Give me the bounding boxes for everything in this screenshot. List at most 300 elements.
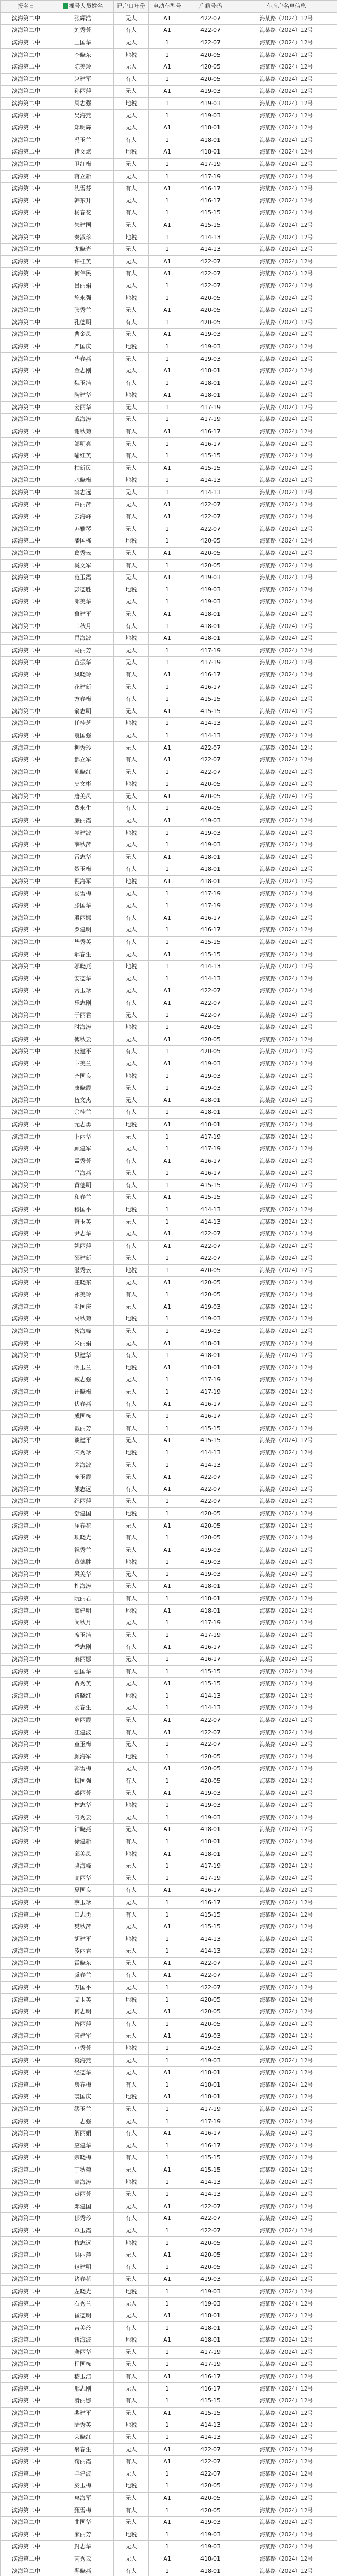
cell-code: 419-03 (186, 1556, 235, 1569)
cell-year: 无人 (114, 171, 149, 183)
cell-ref: 海某路（2024）12号 (235, 1192, 337, 1204)
cell-school: 滨海第二中 (1, 2115, 52, 2128)
cell-ref: 海某路（2024）12号 (235, 2468, 337, 2480)
cell-name: 柏新民 (52, 462, 114, 474)
cell-year: 有人 (114, 450, 149, 462)
cell-year: 有人 (114, 669, 149, 681)
cell-model: 1 (149, 1410, 186, 1422)
cell-code: 418-01 (186, 2066, 235, 2079)
cell-model: 1 (149, 243, 186, 256)
cell-name: 邹明亮 (52, 438, 114, 450)
cell-model: A1 (149, 742, 186, 754)
cell-code: 422-07 (186, 2468, 235, 2480)
table-row (1, 1507, 337, 1520)
cell-code: 419-03 (186, 2042, 235, 2055)
cell-model: A1 (149, 256, 186, 268)
cell-school: 滨海第二中 (1, 2261, 52, 2274)
cell-ref: 海某路（2024）12号 (235, 1592, 337, 1605)
cell-name: 吉美玲 (52, 2322, 114, 2334)
cell-school: 滨海第二中 (1, 2529, 52, 2541)
cell-code: 416-17 (186, 182, 235, 195)
cell-school: 滨海第二中 (1, 365, 52, 377)
cell-model: A1 (149, 1885, 186, 1897)
table-row (1, 560, 337, 572)
cell-school: 滨海第二中 (1, 1471, 52, 1483)
cell-code: 422-07 (186, 1970, 235, 1982)
cell-name: 常玉珍 (52, 985, 114, 997)
cell-year: 地税 (114, 2285, 149, 2298)
cell-year: 无人 (114, 2407, 149, 2419)
cell-year: 无人 (114, 401, 149, 414)
cell-year: 无人 (114, 1581, 149, 1593)
cell-code: 422-07 (186, 997, 235, 1009)
table-row (1, 280, 337, 292)
cell-ref: 海某路（2024）12号 (235, 1751, 337, 1763)
cell-school: 滨海第二中 (1, 1179, 52, 1192)
cell-school: 滨海第二中 (1, 292, 52, 304)
cell-name: 皮建平 (52, 1046, 114, 1058)
cell-year: 地税 (114, 2480, 149, 2493)
cell-model: 1 (149, 1131, 186, 1143)
cell-name: 和春兰 (52, 1192, 114, 1204)
cell-code: 415-15 (186, 693, 235, 705)
cell-year: 无人 (114, 547, 149, 560)
cell-year: 地税 (114, 1021, 149, 1033)
table-row (1, 1629, 337, 1641)
cell-school: 滨海第二中 (1, 2018, 52, 2030)
cell-code: 422-07 (186, 1726, 235, 1739)
table-row (1, 2115, 337, 2128)
cell-model: 1 (149, 2042, 186, 2055)
cell-school: 滨海第二中 (1, 231, 52, 244)
cell-ref: 海某路（2024）12号 (235, 110, 337, 122)
cell-model: 1 (149, 1629, 186, 1641)
cell-school: 滨海第二中 (1, 1653, 52, 1666)
cell-ref: 海某路（2024）12号 (235, 547, 337, 560)
cell-model: A1 (149, 2553, 186, 2565)
cell-school: 滨海第二中 (1, 1228, 52, 1240)
table-row (1, 2455, 337, 2468)
table-row (1, 486, 337, 499)
cell-name: 范玉霞 (52, 571, 114, 584)
cell-model: 1 (149, 2419, 186, 2432)
cell-ref: 海某路（2024）12号 (235, 1520, 337, 1532)
cell-ref: 海某路（2024）12号 (235, 2322, 337, 2334)
cell-school: 滨海第二中 (1, 1192, 52, 1204)
table-row (1, 1216, 337, 1228)
cell-model: 1 (149, 1496, 186, 1508)
cell-school: 滨海第二中 (1, 1349, 52, 1362)
cell-school: 滨海第二中 (1, 2127, 52, 2140)
cell-name: 邢志刚 (52, 2383, 114, 2395)
cell-code: 422-07 (186, 1496, 235, 1508)
cell-year: 无人 (114, 2200, 149, 2213)
table-row (1, 2504, 337, 2517)
cell-code: 420-05 (186, 2249, 235, 2261)
table-row (1, 657, 337, 669)
cell-year: 无人 (114, 1337, 149, 1350)
cell-ref: 海某路（2024）12号 (235, 25, 337, 37)
cell-code: 422-07 (186, 37, 235, 49)
cell-year: 有人 (114, 2213, 149, 2225)
cell-name: 朱建国 (52, 219, 114, 231)
table-row (1, 839, 337, 851)
cell-year: 地税 (114, 389, 149, 402)
cell-year: 有人 (114, 25, 149, 37)
cell-code: 415-15 (186, 2407, 235, 2419)
cell-code: 422-07 (186, 1009, 235, 1022)
cell-year: 无人 (114, 243, 149, 256)
cell-model: 1 (149, 2237, 186, 2249)
cell-school: 滨海第二中 (1, 608, 52, 620)
cell-school: 滨海第二中 (1, 73, 52, 86)
table-row (1, 584, 337, 596)
cell-ref: 海某路（2024）12号 (235, 462, 337, 474)
cell-ref: 海某路（2024）12号 (235, 426, 337, 438)
cell-model: A1 (149, 1094, 186, 1107)
cell-code: 414-13 (186, 2176, 235, 2189)
cell-code: 420-05 (186, 790, 235, 803)
cell-name: 邬晓燕 (52, 960, 114, 973)
cell-code: 414-13 (186, 2431, 235, 2444)
cell-code: 420-05 (186, 1532, 235, 1544)
table-row (1, 438, 337, 450)
cell-school: 滨海第二中 (1, 1131, 52, 1143)
cell-year: 无人 (114, 766, 149, 778)
cell-code: 418-01 (186, 1581, 235, 1593)
cell-ref: 海某路（2024）12号 (235, 1544, 337, 1556)
cell-code: 416-17 (186, 195, 235, 207)
table-row (1, 620, 337, 633)
cell-school: 滨海第二中 (1, 523, 52, 535)
cell-year: 无人 (114, 256, 149, 268)
cell-name: 纪丽萍 (52, 1496, 114, 1508)
table-row (1, 146, 337, 159)
cell-year: 有人 (114, 1909, 149, 1921)
cell-model: 1 (149, 1751, 186, 1763)
cell-model: 1 (149, 2285, 186, 2298)
cell-name: 严国庆 (52, 341, 114, 353)
cell-model: 1 (149, 1909, 186, 1921)
cell-name: 韩东升 (52, 195, 114, 207)
cell-ref: 海某路（2024）12号 (235, 2516, 337, 2529)
table-row (1, 329, 337, 341)
cell-code: 415-15 (186, 705, 235, 718)
table-row (1, 790, 337, 803)
cell-school: 滨海第二中 (1, 839, 52, 851)
cell-year: 地税 (114, 2419, 149, 2432)
cell-name: 洪丽萍 (52, 2249, 114, 2261)
table-row (1, 1228, 337, 1240)
cell-model: A1 (149, 61, 186, 73)
cell-code: 416-17 (186, 1410, 235, 1422)
cell-model: 1 (149, 1167, 186, 1180)
cell-ref: 海某路（2024）12号 (235, 1179, 337, 1192)
cell-ref: 海某路（2024）12号 (235, 1726, 337, 1739)
cell-code: 418-01 (186, 134, 235, 146)
cell-year: 无人 (114, 1228, 149, 1240)
cell-ref: 海某路（2024）12号 (235, 1131, 337, 1143)
cell-ref: 海某路（2024）12号 (235, 414, 337, 426)
cell-model: 1 (149, 2383, 186, 2395)
cell-year: 无人 (114, 1143, 149, 1155)
cell-ref: 海某路（2024）12号 (235, 778, 337, 791)
cell-year: 有人 (114, 754, 149, 766)
cell-ref: 海某路（2024）12号 (235, 122, 337, 134)
cell-name: 於玉梅 (52, 2480, 114, 2493)
cell-model: A1 (149, 1155, 186, 1167)
cell-code: 418-01 (186, 389, 235, 402)
cell-model: 1 (149, 1860, 186, 1872)
cell-year: 无人 (114, 2298, 149, 2310)
table-row (1, 304, 337, 316)
cell-code: 422-07 (186, 25, 235, 37)
cell-code: 417-19 (186, 2359, 235, 2371)
cell-ref: 海某路（2024）12号 (235, 1082, 337, 1094)
cell-school: 滨海第二中 (1, 2492, 52, 2504)
cell-school: 滨海第二中 (1, 329, 52, 341)
cell-ref: 海某路（2024）12号 (235, 2225, 337, 2237)
cell-name: 蒋立新 (52, 171, 114, 183)
cell-model: 1 (149, 110, 186, 122)
cell-year: 有人 (114, 1289, 149, 1301)
cell-year: 无人 (114, 61, 149, 73)
table-row (1, 705, 337, 718)
cell-ref: 海某路（2024）12号 (235, 1289, 337, 1301)
cell-code: 415-15 (186, 1435, 235, 1447)
cell-model: A1 (149, 2274, 186, 2286)
cell-model: 1 (149, 1143, 186, 1155)
cell-school: 滨海第二中 (1, 1775, 52, 1787)
cell-name: 黄德明 (52, 1179, 114, 1192)
cell-name: 缪玉兰 (52, 2103, 114, 2115)
cell-ref: 海某路（2024）12号 (235, 742, 337, 754)
cell-year: 无人 (114, 1981, 149, 1994)
cell-ref: 海某路（2024）12号 (235, 280, 337, 292)
table-row (1, 1143, 337, 1155)
cell-code: 422-07 (186, 2444, 235, 2456)
table-row (1, 693, 337, 705)
cell-school: 滨海第二中 (1, 1289, 52, 1301)
table-row (1, 2565, 337, 2576)
cell-year: 地税 (114, 1264, 149, 1277)
cell-ref: 海某路（2024）12号 (235, 1885, 337, 1897)
cell-year: 无人 (114, 329, 149, 341)
cell-ref: 海某路（2024）12号 (235, 2103, 337, 2115)
cell-ref: 海某路（2024）12号 (235, 1775, 337, 1787)
cell-school: 滨海第二中 (1, 2176, 52, 2189)
cell-model: 1 (149, 2140, 186, 2152)
table-row (1, 718, 337, 730)
cell-model: 1 (149, 1872, 186, 1885)
cell-year: 无人 (114, 2383, 149, 2395)
cell-year: 地税 (114, 778, 149, 791)
table-row (1, 2334, 337, 2347)
cell-ref: 海某路（2024）12号 (235, 182, 337, 195)
table-row (1, 182, 337, 195)
cell-ref: 海某路（2024）12号 (235, 1240, 337, 1252)
cell-school: 滨海第二中 (1, 207, 52, 219)
cell-ref: 海某路（2024）12号 (235, 2419, 337, 2432)
cell-ref: 海某路（2024）12号 (235, 985, 337, 997)
cell-name: 应建华 (52, 2140, 114, 2152)
cell-school: 滨海第二中 (1, 985, 52, 997)
cell-year: 有人 (114, 2261, 149, 2274)
table-row (1, 1568, 337, 1581)
cell-school: 滨海第二中 (1, 1629, 52, 1641)
cell-code: 420-05 (186, 1751, 235, 1763)
header-year: 已户口年份 (114, 1, 149, 13)
cell-school: 滨海第二中 (1, 1033, 52, 1046)
cell-model: A1 (149, 499, 186, 511)
cell-model: A1 (149, 329, 186, 341)
cell-name: 方春梅 (52, 693, 114, 705)
table-row (1, 37, 337, 49)
cell-code: 417-19 (186, 1860, 235, 1872)
cell-model: A1 (149, 2516, 186, 2529)
cell-name: 喻红英 (52, 450, 114, 462)
cell-school: 滨海第二中 (1, 182, 52, 195)
cell-school: 滨海第二中 (1, 669, 52, 681)
cell-code: 418-01 (186, 1118, 235, 1131)
cell-school: 滨海第二中 (1, 1933, 52, 1945)
cell-model: A1 (149, 2310, 186, 2322)
table-row (1, 401, 337, 414)
table-row (1, 1240, 337, 1252)
cell-school: 滨海第二中 (1, 997, 52, 1009)
cell-ref: 海某路（2024）12号 (235, 1763, 337, 1775)
cell-ref: 海某路（2024）12号 (235, 948, 337, 961)
cell-code: 419-03 (186, 1313, 235, 1326)
cell-school: 滨海第二中 (1, 1617, 52, 1629)
table-row (1, 2285, 337, 2298)
cell-year: 有人 (114, 1398, 149, 1411)
cell-code: 418-01 (186, 1349, 235, 1362)
cell-name: 余桂兰 (52, 1107, 114, 1119)
cell-school: 滨海第二中 (1, 426, 52, 438)
cell-model: A1 (149, 985, 186, 997)
cell-code: 422-07 (186, 499, 235, 511)
cell-year: 无人 (114, 1131, 149, 1143)
table-row (1, 2152, 337, 2164)
cell-year: 无人 (114, 1896, 149, 1909)
cell-school: 滨海第二中 (1, 1021, 52, 1033)
cell-name: 刁秀云 (52, 1811, 114, 1824)
cell-model: 1 (149, 523, 186, 535)
cell-ref: 海某路（2024）12号 (235, 474, 337, 487)
cell-model: 1 (149, 1459, 186, 1471)
cell-model: 1 (149, 803, 186, 815)
cell-year: 地税 (114, 2091, 149, 2104)
cell-name: 窦志远 (52, 486, 114, 499)
cell-name: 华春燕 (52, 353, 114, 365)
cell-year: 地税 (114, 1447, 149, 1459)
cell-model: 1 (149, 414, 186, 426)
cell-model: 1 (149, 778, 186, 791)
cell-school: 滨海第二中 (1, 1957, 52, 1970)
table-row (1, 1204, 337, 1216)
cell-school: 滨海第二中 (1, 2480, 52, 2493)
cell-school: 滨海第二中 (1, 1325, 52, 1337)
cell-year: 有人 (114, 2504, 149, 2517)
cell-code: 414-13 (186, 231, 235, 244)
cell-name: 褚文斌 (52, 146, 114, 159)
cell-name: 汪晓东 (52, 1277, 114, 1289)
cell-code: 416-17 (186, 2383, 235, 2395)
cell-name: 支玉英 (52, 1994, 114, 2006)
cell-model: A1 (149, 1787, 186, 1800)
cell-code: 418-01 (186, 122, 235, 134)
cell-code: 418-01 (186, 2334, 235, 2347)
cell-model: A1 (149, 1471, 186, 1483)
cell-code: 419-03 (186, 1568, 235, 1581)
table-row (1, 1581, 337, 1593)
cell-year: 无人 (114, 608, 149, 620)
cell-school: 滨海第二中 (1, 1921, 52, 1933)
cell-ref: 海某路（2024）12号 (235, 134, 337, 146)
cell-code: 418-01 (186, 2565, 235, 2576)
cell-ref: 海某路（2024）12号 (235, 1204, 337, 1216)
cell-school: 滨海第二中 (1, 900, 52, 912)
cell-school: 滨海第二中 (1, 657, 52, 669)
table-row (1, 2261, 337, 2274)
cell-ref: 海某路（2024）12号 (235, 827, 337, 839)
cell-model: 1 (149, 2504, 186, 2517)
table-row (1, 1325, 337, 1337)
cell-year: 无人 (114, 1568, 149, 1581)
cell-ref: 海某路（2024）12号 (235, 2127, 337, 2140)
cell-code: 415-15 (186, 1921, 235, 1933)
cell-code: 420-05 (186, 2504, 235, 2517)
cell-model: A1 (149, 2370, 186, 2383)
table-row (1, 2419, 337, 2432)
cell-model: 1 (149, 1374, 186, 1386)
table-row (1, 1471, 337, 1483)
table-row (1, 2310, 337, 2322)
cell-ref: 海某路（2024）12号 (235, 803, 337, 815)
cell-year: 地税 (114, 1933, 149, 1945)
table-row (1, 1994, 337, 2006)
table-row (1, 2322, 337, 2334)
cell-year: 无人 (114, 2444, 149, 2456)
cell-model: 1 (149, 353, 186, 365)
cell-year: 地税 (114, 1605, 149, 1617)
cell-name: 乐志刚 (52, 997, 114, 1009)
cell-ref: 海某路（2024）12号 (235, 61, 337, 73)
cell-model: 1 (149, 2480, 186, 2493)
cell-name: 马丽芳 (52, 645, 114, 657)
cell-model: 1 (149, 1702, 186, 1715)
cell-name: 李晓东 (52, 49, 114, 61)
cell-name: 包建明 (52, 2261, 114, 2274)
cell-school: 滨海第二中 (1, 1581, 52, 1593)
cell-name: 莫海燕 (52, 2055, 114, 2067)
cell-code: 418-01 (186, 2310, 235, 2322)
cell-code: 416-17 (186, 1885, 235, 1897)
cell-year: 地税 (114, 632, 149, 645)
cell-year: 无人 (114, 1872, 149, 1885)
cell-year: 无人 (114, 486, 149, 499)
table-row (1, 1192, 337, 1204)
table-row (1, 2079, 337, 2091)
cell-school: 滨海第二中 (1, 1507, 52, 1520)
cell-name: 郝春生 (52, 948, 114, 961)
cell-ref: 海某路（2024）12号 (235, 2030, 337, 2043)
cell-school: 滨海第二中 (1, 2395, 52, 2407)
cell-ref: 海某路（2024）12号 (235, 219, 337, 231)
table-row (1, 1532, 337, 1544)
cell-ref: 海某路（2024）12号 (235, 1641, 337, 1654)
